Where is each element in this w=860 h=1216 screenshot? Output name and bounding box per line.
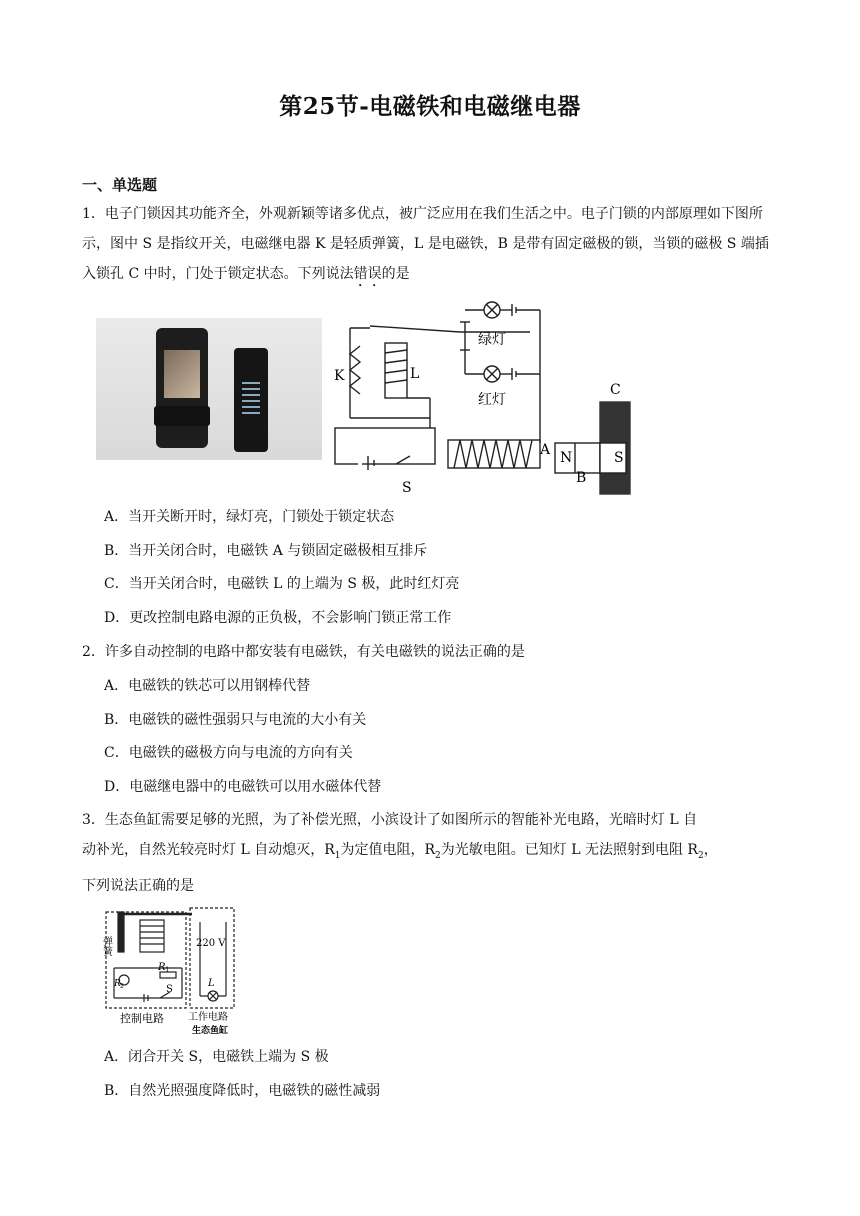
question-3-text (82, 805, 782, 901)
q3-line-3: 下列说法正确的是 (82, 877, 194, 894)
q3-option-a: A．闭合开关 S，电磁铁上端为 S 极 (104, 1049, 329, 1065)
label-k: K (334, 368, 345, 384)
q1-option-c: C．当开关闭合时，电磁铁 L 的上端为 S 极，此时红灯亮 (104, 576, 460, 592)
fish-tank-circuit-diagram (100, 906, 244, 1038)
subscript-1: 1 (334, 850, 341, 861)
lock-device-2 (234, 348, 268, 452)
q1-option-b: B．当开关闭合时，电磁铁 A 与锁固定磁极相互排斥 (104, 543, 428, 559)
q2-option-a: A．电磁铁的铁芯可以用钢棒代替 (104, 678, 311, 694)
question-2-text: 2．许多自动控制的电路中都安装有电磁铁，有关电磁铁的说法正确的是 (82, 644, 525, 660)
lock-circuit-diagram (330, 298, 640, 498)
lock-device-1 (156, 328, 208, 448)
keypad (242, 378, 260, 418)
q3-line-2 (82, 835, 782, 871)
q2-option-b: B．电磁铁的磁性强弱只与电流的大小有关 (104, 712, 367, 728)
q3-text-part: 为光敏电阻。已知灯 L 无法照射到电阻 R (440, 842, 698, 858)
q2-option-c: C．电磁铁的磁极方向与电流的方向有关 (104, 745, 353, 761)
subscript-2b: 2 (697, 850, 704, 861)
label-c: C (610, 382, 621, 398)
question-1-stem-end: 的是 (381, 266, 410, 282)
emphasis-text: 错误 (353, 266, 382, 282)
label-green-lamp: 绿灯 (478, 332, 506, 348)
label-r2: R (114, 979, 121, 989)
lock-screen (164, 350, 200, 398)
label-r1-sub: 1 (165, 966, 170, 974)
label-work-circuit: 工作电路 (188, 1012, 228, 1023)
label-r1: R (158, 962, 166, 973)
label-l: L (410, 366, 420, 382)
page-title: 第25节-电磁铁和电磁继电器 (279, 93, 581, 120)
label-s: S (166, 984, 173, 995)
q2-option-d: D．电磁继电器中的电磁铁可以用水磁体代替 (104, 779, 382, 795)
door-lock-photo (96, 318, 322, 460)
label-a: A (540, 442, 551, 458)
label-r2-sub: 2 (120, 983, 124, 990)
question-1-stem: 1．电子门锁因其功能齐全，外观新颖等诸多优点，被广泛应用在我们生活之中。电子门锁的内部原理如下图所示，图中 S 是指纹开关，电磁继电器 K 是轻质弹簧，L 是电磁铁，B 是带有固定磁极的锁，当锁的磁极 S 端插入锁孔 C 中时，门处于锁定状态。下列说法 (82, 206, 769, 282)
label-l: L (208, 978, 215, 989)
q3-text-part: 为定值电阻，R (340, 842, 436, 858)
q3-text-part: 动补光，自然光较亮时灯 L 自动熄灭，R (82, 842, 335, 858)
q3-option-b: B．自然光照强度降低时，电磁铁的磁性减弱 (104, 1083, 381, 1099)
q1-option-d: D．更改控制电路电源的正负极，不会影响门锁正常工作 (104, 610, 452, 626)
q3-line-1: 3．生态鱼缸需要足够的光照，为了补偿光照，小滨设计了如图所示的智能补光电路，光暗时灯 L 自 (82, 812, 698, 828)
label-spring: 弹簧 (100, 936, 112, 956)
fingerprint-switch (396, 456, 410, 464)
label-red-lamp: 红灯 (478, 392, 506, 408)
label-lock-s: S (614, 450, 624, 466)
section-heading: 一、单选题 (82, 176, 158, 194)
label-switch-s: S (402, 480, 412, 496)
question-1-text (82, 199, 782, 290)
lock-handle (154, 406, 210, 426)
label-n: N (560, 450, 573, 466)
label-control-circuit: 控制电路 (120, 1012, 164, 1025)
label-220v: 220 V (196, 938, 226, 949)
label-fish-tank: 生态鱼缸 (192, 1026, 229, 1036)
q3-text-part: ， (703, 842, 718, 858)
q1-option-a: A．当开关断开时，绿灯亮，门锁处于锁定状态 (104, 509, 395, 525)
relay-coil (140, 920, 164, 952)
label-b: B (576, 470, 587, 486)
subscript-2: 2 (435, 850, 441, 861)
spring-k (350, 346, 360, 394)
